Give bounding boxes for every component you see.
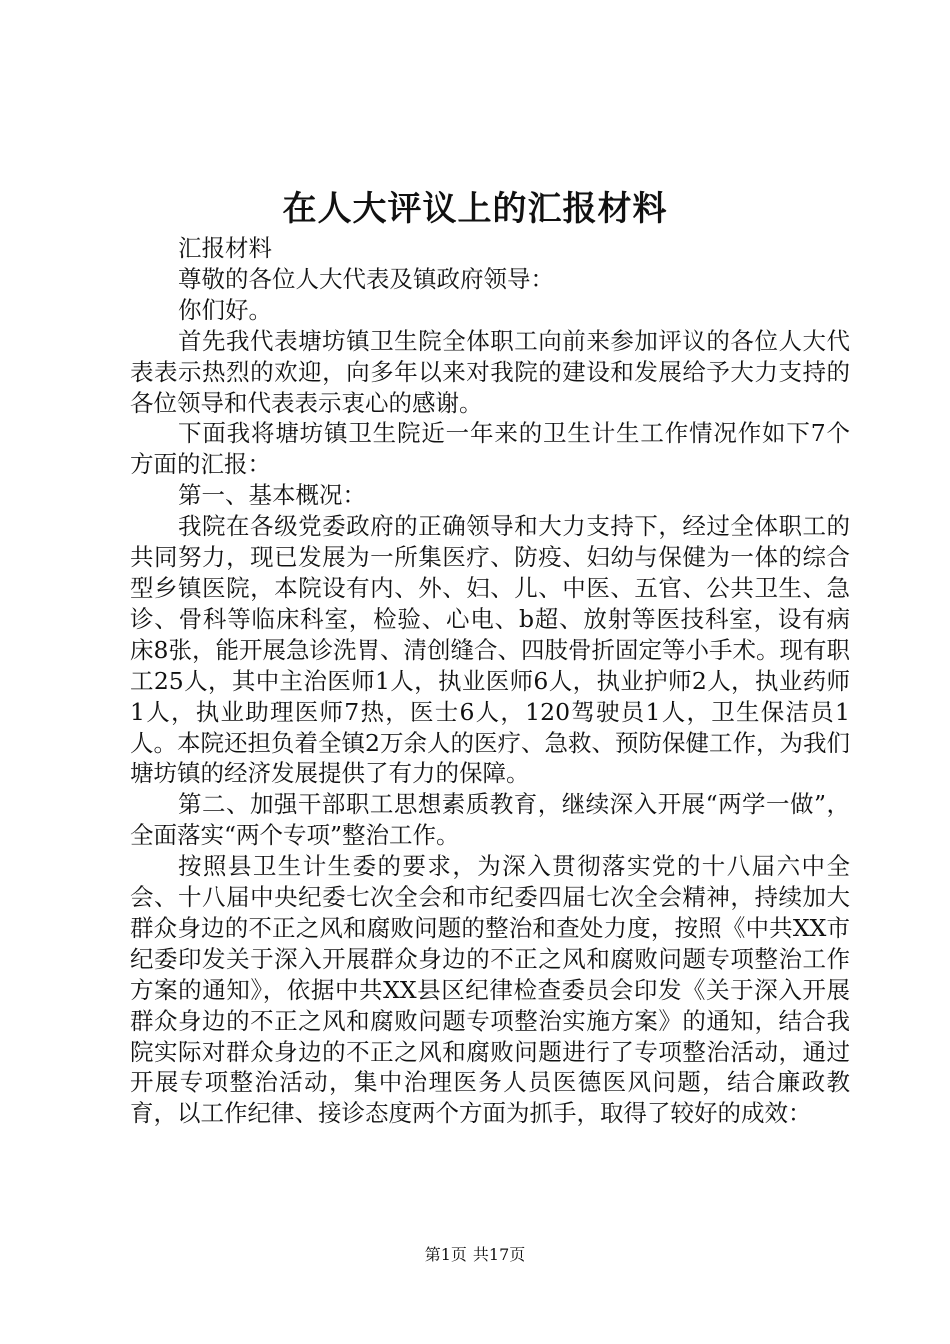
paragraph-heading-label: 汇报材料 — [178, 234, 272, 262]
page-number: 第1页 — [424, 1245, 467, 1264]
document-title: 在人大评议上的汇报材料 — [282, 189, 668, 229]
paragraph-salutation: 尊敬的各位人大代表及镇政府领导： — [178, 264, 554, 293]
paragraph-welcome: 首先我代表塘坊镇卫生院全体职工向前来参加评议的各位人大代表表示热烈的欢迎，向多年以来对我院的建设和发展给予大力支持的各位领导和代表表示衷心的感谢。 — [130, 326, 850, 417]
paragraph-greeting: 你们好。 — [178, 295, 272, 324]
paragraph-overview: 我院在各级党委政府的正确领导和大力支持下，经过全体职工的共同努力，现已发展为一所集医疗、防疫、妇幼与保健为一体的综合型乡镇医院，本院设有内、外、妇、儿、中医、五官、公共卫生、急诊、骨科等临床科室，检验、心电、b超、放射等医技科室，设有病床8张，能开展急诊洗胃、清创缝合、四肢骨折固定等小手术。现有职工25人，其中主治医师1人，执业医师6人，执业护师2人，执业药师1人，执业助理医师7热，医士6人，120驾驶员1人，卫生保洁员1人。本院还担负着全镇2万余人的医疗、急救、预防保健工作，为我们塘坊镇的经济发展提供了有力的保障。 — [130, 512, 850, 788]
document-body — [130, 233, 850, 1129]
section-heading-2: 第二、加强干部职工思想素质教育，继续深入开展“两学一做”，全面落实“两个专项”整治工作。 — [130, 790, 850, 850]
paragraph-intro: 下面我将塘坊镇卫生院近一年来的卫生计生工作情况作如下7个方面的汇报： — [130, 419, 850, 479]
page-footer — [0, 1243, 950, 1267]
section-heading-1: 第一、基本概况： — [178, 481, 366, 510]
page-total: 共17页 — [472, 1245, 526, 1264]
paragraph-rectification: 按照县卫生计生委的要求，为深入贯彻落实党的十八届六中全会、十八届中央纪委七次全会和市纪委四届七次全会精神，持续加大群众身边的不正之风和腐败问题的整治和查处力度，按照《中共XX市纪委印发关于深入开展群众身边的不正之风和腐败问题专项整治工作方案的通知》，依据中共XX县区纪律检查委员会印发《关于深入开展群众身边的不正之风和腐败问题专项整治实施方案》的通知，结合我院实际对群众身边的不正之风和腐败问题进行了专项整治活动，通过开展专项整治活动，集中治理医务人员医德医风问题，结合廉政教育，以工作纪律、接诊态度两个方面为抓手，取得了较好的成效： — [130, 852, 850, 1128]
